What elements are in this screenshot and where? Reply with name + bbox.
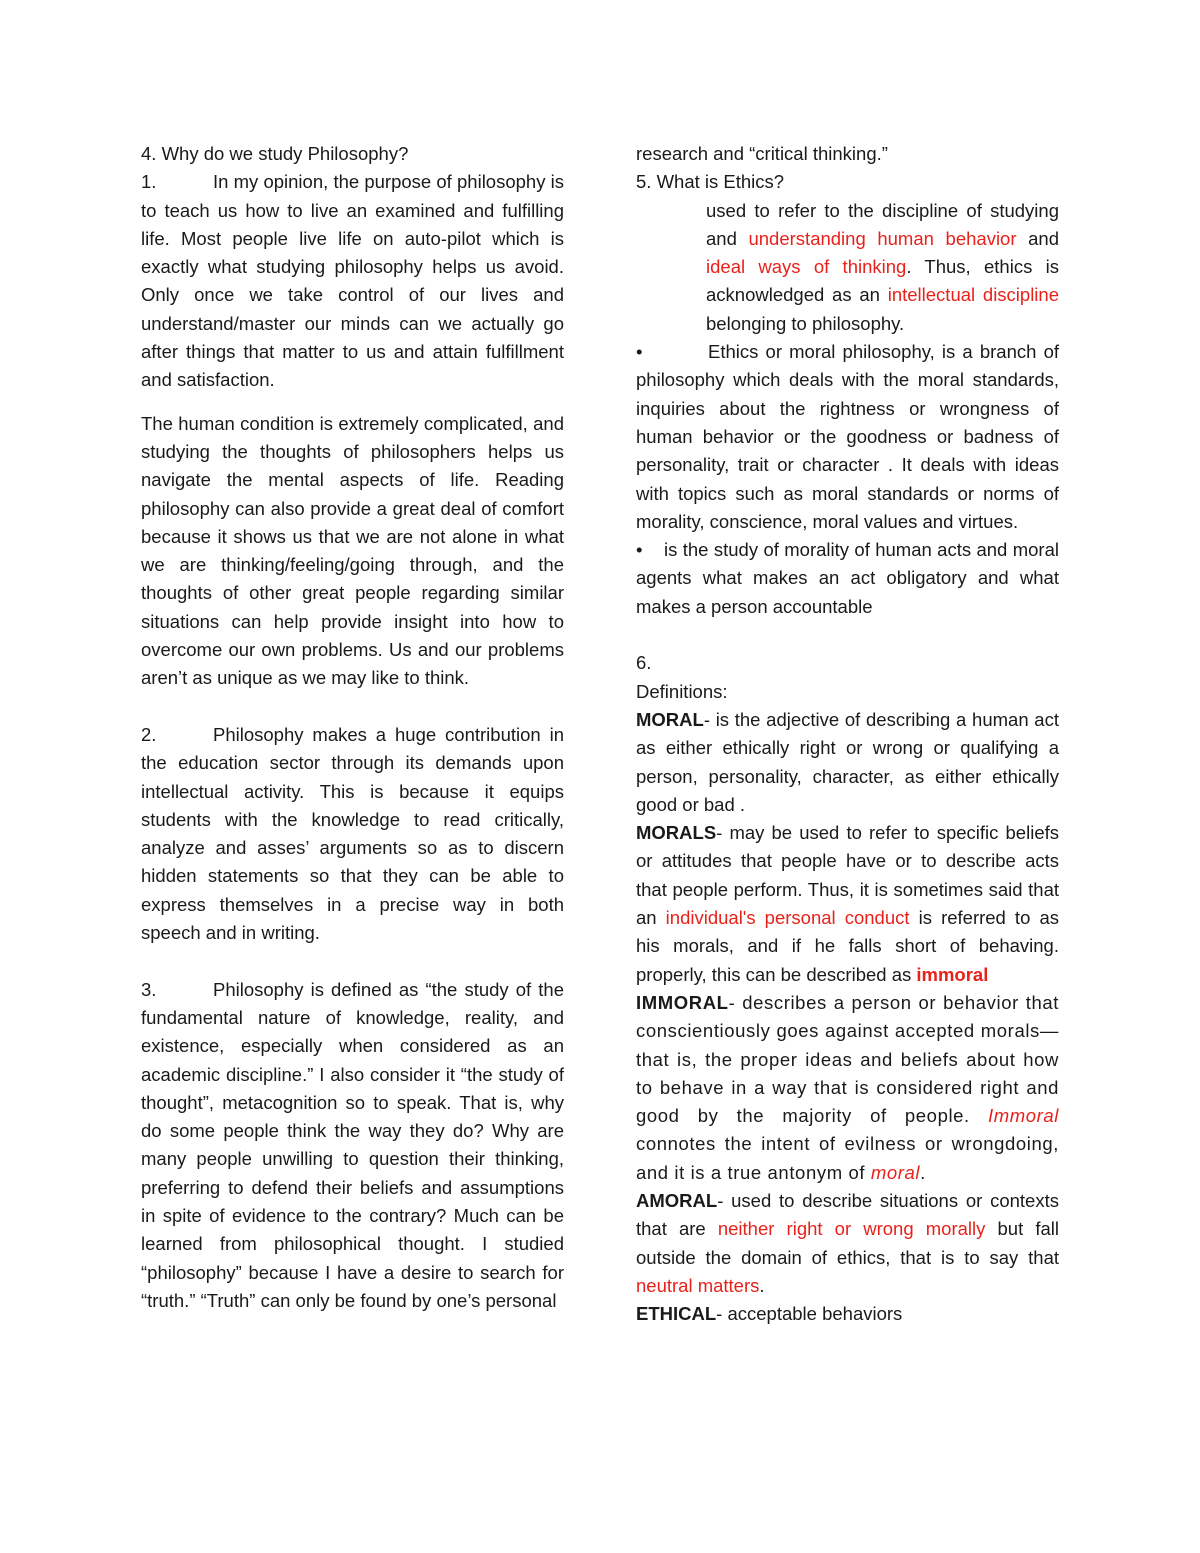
text-run: belonging to philosophy. bbox=[706, 312, 905, 334]
left-column bbox=[141, 140, 564, 1315]
bullet-icon: • bbox=[636, 539, 643, 561]
paragraph-text: Philosophy makes a huge contribution in the education sector through its demands upon intellectual activity. This is because it equips students with the knowledge to read critically, analyze and asses’ arguments so as to discern hidden statements so that they can be able to express themselves in a precise way in both speech and in writing. bbox=[141, 723, 564, 944]
text-run: used to refer to the discipline of studying and bbox=[706, 199, 1059, 249]
answer-paragraph-1b: The human condition is extremely complicated, and studying the thoughts of philosophers helps us navigate the mental aspects of life. Reading philosophy can also provide a great deal of comfort because it shows us that we are not alone in what we are thinking/feeling/going through, and the thoughts of other great people regarding similar situations can help provide insight into how to overcome our own problems. Us and our problems aren’t as unique as we may like to think. bbox=[141, 412, 564, 689]
term: IMMORAL bbox=[636, 991, 729, 1013]
highlight-text: individual's personal conduct bbox=[665, 907, 910, 929]
paragraph-text: Philosophy is defined as “the study of the fundamental nature of knowledge, reality, and existence, especially when considered as an academic discipline.” I also consider it “the study of thought”, metacognition so to speak. That is, why do some people think the way they do? Why are many people unwilling to question their thinking, preferring to defend their beliefs and assumptions in spite of evidence to the contrary? Much can be learned from philosophical thought. I studied “philosophy” because I have a desire to search for “truth.” “Truth” can only be found by one’s personal bbox=[141, 978, 564, 1311]
highlight-text: neutral matters bbox=[636, 1274, 760, 1296]
definition-text: - acceptable behaviors bbox=[716, 1303, 903, 1325]
definition-text: - describes a person or behavior that conscientiously goes against accepted morals—that is, the proper ideas and beliefs about how to behave in a way that is considered right and good by the majority of people. bbox=[636, 991, 1059, 1127]
definition-moral bbox=[636, 706, 1059, 819]
term: MORAL bbox=[636, 708, 704, 730]
definition-text: - used to describe situations or contexts that are bbox=[636, 1189, 1059, 1240]
item-number: 1. bbox=[141, 171, 157, 193]
answer-paragraph-1 bbox=[141, 168, 564, 394]
bullet-item-1 bbox=[636, 338, 1059, 536]
highlight-text: immoral bbox=[916, 963, 989, 985]
definition-text: but fall outside the domain of ethics, that is to say that bbox=[636, 1218, 1059, 1268]
bullet-text: is the study of morality of human acts and moral agents what makes an act obligatory and what makes a person accountable bbox=[636, 539, 1059, 617]
definition-morals bbox=[636, 819, 1059, 989]
term: AMORAL bbox=[636, 1189, 718, 1211]
definition-text: connotes the intent of evilness or wrongdoing, and it is a true antonym of bbox=[636, 1133, 1059, 1183]
question-4-heading: 4. Why do we study Philosophy? bbox=[141, 143, 409, 164]
definition-text: - may be used to refer to specific beliefs or attitudes that people have or to describe acts that people perform. Thus, it is sometimes said that an bbox=[636, 822, 1059, 929]
answer-paragraph-2 bbox=[141, 721, 564, 947]
term: ETHICAL bbox=[636, 1303, 717, 1325]
question-5-heading: 5. What is Ethics? bbox=[636, 171, 785, 193]
bullet-item-2 bbox=[636, 536, 1059, 621]
highlight-text: understanding human behavior bbox=[748, 227, 1017, 249]
text-run: . Thus, ethics is acknowledged as an bbox=[706, 256, 1059, 306]
definition-text: . bbox=[759, 1274, 765, 1296]
highlight-text: neither right or wrong morally bbox=[717, 1218, 986, 1240]
definition-text: - is the adjective of describing a human act as either ethically right or wrong or qualifying a person, personality, character, as either ethically good or bad . bbox=[636, 708, 1059, 815]
bullet-icon: • bbox=[636, 341, 643, 363]
highlight-text: intellectual discipline bbox=[887, 284, 1059, 306]
right-column bbox=[636, 140, 1059, 1328]
definition-immoral bbox=[636, 989, 1059, 1187]
term: MORALS bbox=[636, 822, 717, 844]
definitions-label: Definitions: bbox=[636, 680, 728, 702]
paragraph-text: In my opinion, the purpose of philosophy is to teach us how to live an examined and fulfilling life. Most people live life on auto-pilot which is exactly what studying philosophy helps us avoid. Only once we take control of our lives and understand/master our minds can we actually go after things that matter to us and attain fulfillment and satisfaction. bbox=[141, 171, 564, 391]
definition-amoral bbox=[636, 1187, 1059, 1300]
ethics-definition bbox=[636, 197, 1059, 338]
text-run: and bbox=[1016, 227, 1059, 249]
highlight-text: Immoral bbox=[987, 1105, 1059, 1127]
answer-paragraph-3 bbox=[141, 976, 564, 1316]
definition-ethical bbox=[636, 1300, 1059, 1328]
highlight-text: moral bbox=[870, 1161, 921, 1183]
definition-text: . bbox=[920, 1161, 926, 1183]
item-number: 2. bbox=[141, 723, 157, 745]
highlight-text: ideal ways of thinking bbox=[706, 256, 907, 278]
definition-text: is referred to as his morals, and if he falls short of behaving. properly, this can be described as bbox=[636, 907, 1059, 985]
item-number: 3. bbox=[141, 978, 157, 1000]
question-6-heading: 6. bbox=[636, 652, 652, 674]
bullet-text: Ethics or moral philosophy, is a branch of philosophy which deals with the moral standards, inquiries about the rightness or wrongness of human behavior or the goodness or badness of personality, trait or character . It deals with ideas with topics such as moral standards or norms of morality, conscience, moral values and virtues. bbox=[636, 341, 1059, 532]
continued-text: research and “critical thinking.” bbox=[636, 143, 888, 164]
